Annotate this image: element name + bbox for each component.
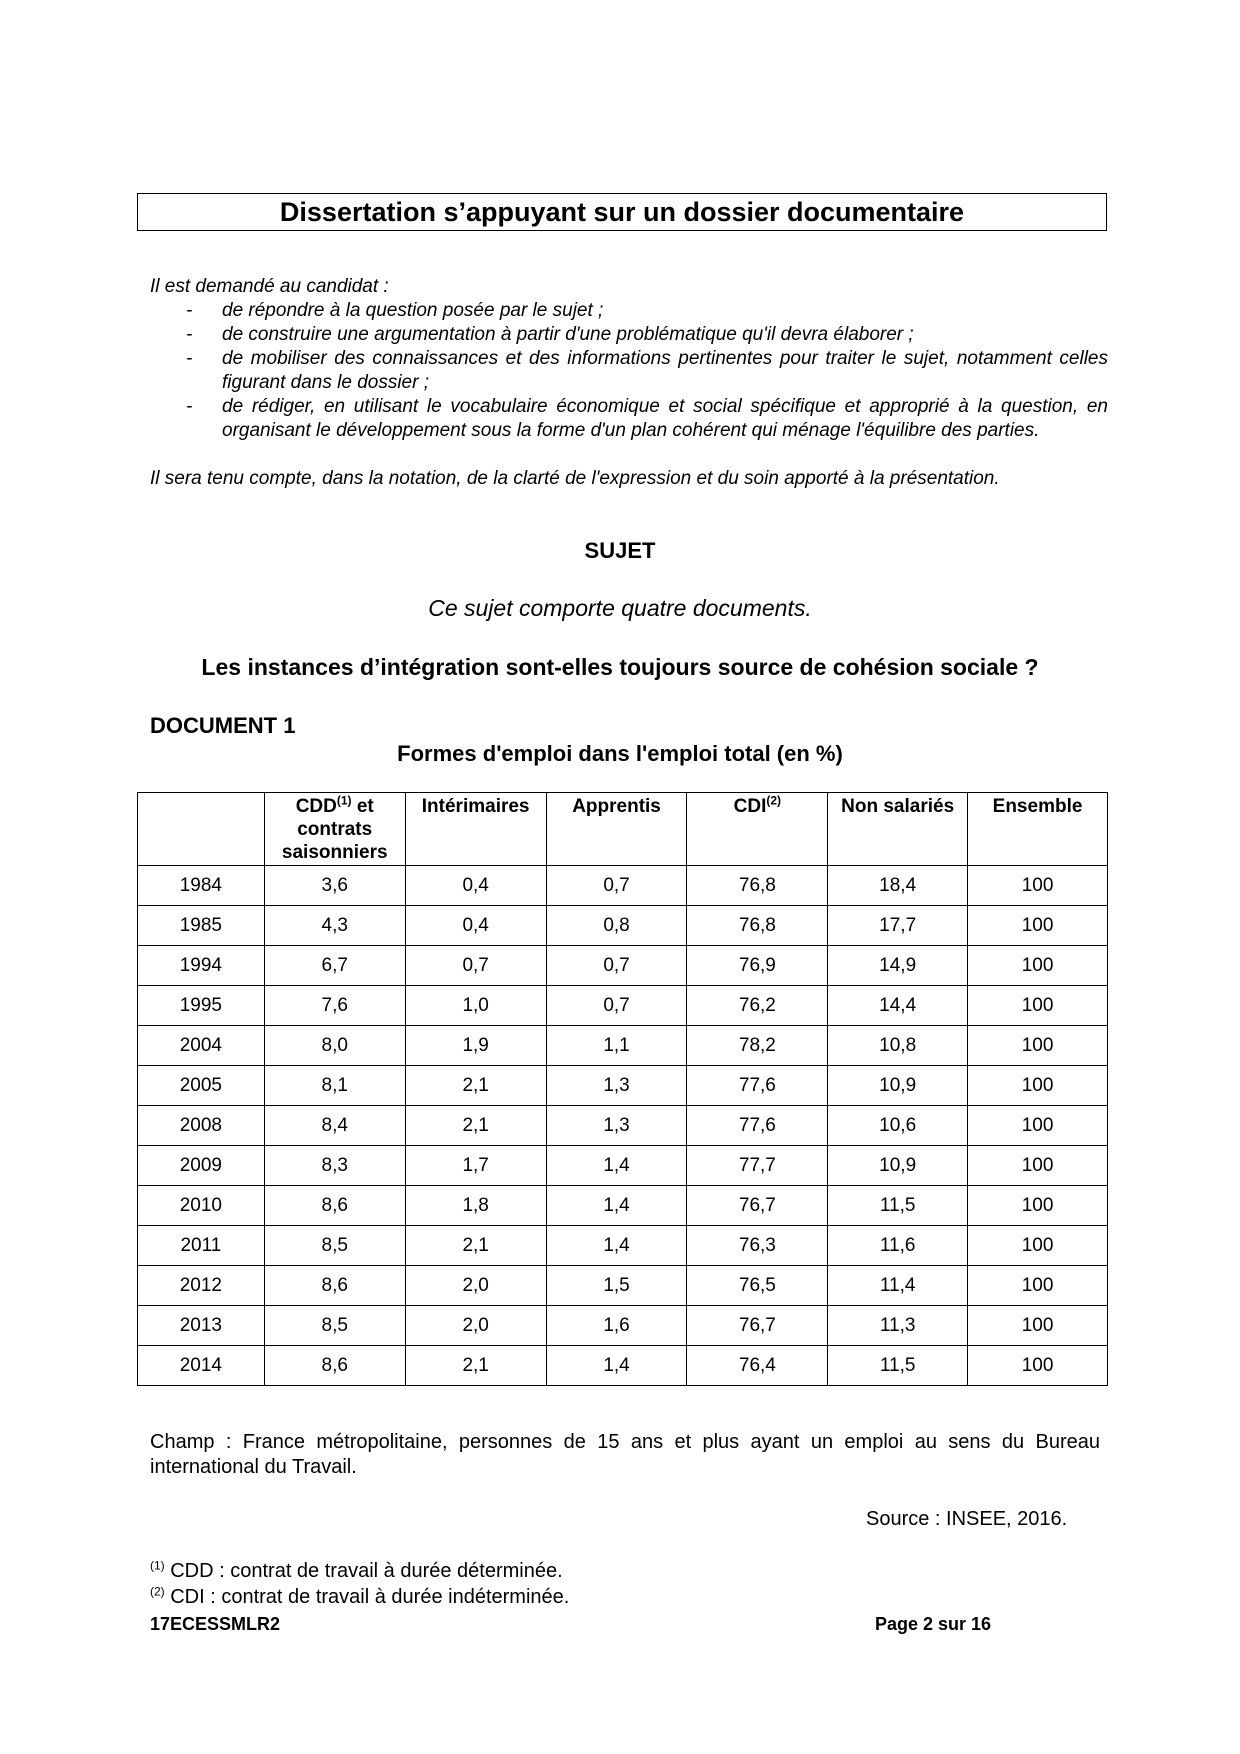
- table-cell: 8,6: [264, 1346, 405, 1386]
- instructions-list: [150, 299, 1110, 443]
- list-item: - de répondre à la question posée par le sujet ;: [186, 300, 604, 321]
- table-cell-year: 2013: [138, 1306, 265, 1346]
- table-cell: 100: [968, 1226, 1108, 1266]
- table-cell: 11,5: [828, 1186, 968, 1226]
- table-cell: 1,1: [546, 1026, 687, 1066]
- table-cell: 1,6: [546, 1306, 687, 1346]
- table-cell: 0,4: [405, 866, 546, 906]
- table-cell-year: 1995: [138, 986, 265, 1026]
- table-cell: 10,6: [828, 1106, 968, 1146]
- table-cell: 8,6: [264, 1186, 405, 1226]
- table-cell: 100: [968, 1106, 1108, 1146]
- table-row: [138, 906, 1108, 946]
- header-apprentis: Apprentis: [546, 793, 687, 866]
- table-cell: 76,8: [687, 866, 828, 906]
- table-cell: 76,4: [687, 1346, 828, 1386]
- table-cell: 8,1: [264, 1066, 405, 1106]
- table-row: [138, 1066, 1108, 1106]
- table-cell: 76,3: [687, 1226, 828, 1266]
- table-cell: 100: [968, 1346, 1108, 1386]
- header-cdd: CDD$^{(1)}$ et contrats saisonniers: [264, 793, 405, 866]
- header-ensemble: Ensemble: [968, 793, 1108, 866]
- table-cell: 0,7: [405, 946, 546, 986]
- table-cell: 2,0: [405, 1306, 546, 1346]
- table-cell: 0,7: [546, 946, 687, 986]
- employment-table: [137, 792, 1108, 1386]
- table-cell: 8,5: [264, 1226, 405, 1266]
- list-item: - de construire une argumentation à partir d'une problématique qu'il devra élaborer ;: [186, 324, 914, 345]
- document-label: DOCUMENT 1: [150, 713, 296, 738]
- table-row: [138, 1146, 1108, 1186]
- table-cell: 10,8: [828, 1026, 968, 1066]
- table-row: [138, 1346, 1108, 1386]
- table-cell: 76,7: [687, 1186, 828, 1226]
- table-cell-year: 2005: [138, 1066, 265, 1106]
- table-cell: 1,9: [405, 1026, 546, 1066]
- table-cell-year: 2010: [138, 1186, 265, 1226]
- document-code: 17ECESSMLR2: [150, 1614, 281, 1634]
- table-cell: 14,4: [828, 986, 968, 1026]
- footnote-1: $^{(1)}$ CDD : contrat de travail à durée déterminée.: [150, 1558, 563, 1582]
- table-cell: 8,3: [264, 1146, 405, 1186]
- document-title: Formes d'emploi dans l'emploi total (en %): [397, 741, 843, 766]
- table-cell: 1,4: [546, 1146, 687, 1186]
- subject-question: Les instances d’intégration sont-elles toujours source de cohésion sociale ?: [201, 654, 1039, 680]
- table-cell-year: 2008: [138, 1106, 265, 1146]
- table-cell: 8,0: [264, 1026, 405, 1066]
- page-number: Page 2 sur 16: [875, 1614, 992, 1634]
- table-cell: 10,9: [828, 1146, 968, 1186]
- table-cell: 1,3: [546, 1066, 687, 1106]
- table-cell: 100: [968, 986, 1108, 1026]
- table-cell: 4,3: [264, 906, 405, 946]
- table-cell: 77,6: [687, 1066, 828, 1106]
- table-cell: 1,7: [405, 1146, 546, 1186]
- table-cell: 100: [968, 866, 1108, 906]
- instructions-intro: Il est demandé au candidat :: [150, 276, 389, 297]
- table-cell: 0,7: [546, 986, 687, 1026]
- table-cell: 11,6: [828, 1226, 968, 1266]
- table-cell: 8,4: [264, 1106, 405, 1146]
- table-cell: 8,6: [264, 1266, 405, 1306]
- table-cell: 2,1: [405, 1106, 546, 1146]
- table-cell-year: 2009: [138, 1146, 265, 1186]
- instructions: [150, 275, 1110, 491]
- subject-heading: SUJET: [584, 538, 656, 563]
- table-row: [138, 1266, 1108, 1306]
- table-cell-year: 2014: [138, 1346, 265, 1386]
- table-cell: 2,1: [405, 1346, 546, 1386]
- table-cell: 76,7: [687, 1306, 828, 1346]
- table-cell-year: 2004: [138, 1026, 265, 1066]
- table-cell: 1,4: [546, 1346, 687, 1386]
- table-row: [138, 1306, 1108, 1346]
- table-cell: 1,8: [405, 1186, 546, 1226]
- table-cell: 77,7: [687, 1146, 828, 1186]
- subject-subline: Ce sujet comporte quatre documents.: [428, 595, 812, 621]
- table-row: [138, 986, 1108, 1026]
- table-cell: 1,4: [546, 1186, 687, 1226]
- table-cell: 14,9: [828, 946, 968, 986]
- table-cell: 1,4: [546, 1226, 687, 1266]
- table-row: [138, 1026, 1108, 1066]
- table-cell: 0,8: [546, 906, 687, 946]
- table-row: [138, 946, 1108, 986]
- table-cell-year: 2012: [138, 1266, 265, 1306]
- table-cell: 100: [968, 1066, 1108, 1106]
- table-cell-year: 1985: [138, 906, 265, 946]
- table-cell: 100: [968, 1306, 1108, 1346]
- header-interim: Intérimaires: [405, 793, 546, 866]
- header-year: [138, 793, 265, 866]
- table-cell: 2,1: [405, 1066, 546, 1106]
- table-cell: 1,0: [405, 986, 546, 1026]
- table-cell-year: 1984: [138, 866, 265, 906]
- table-cell: 10,9: [828, 1066, 968, 1106]
- table-cell: 2,1: [405, 1226, 546, 1266]
- table-cell: 1,5: [546, 1266, 687, 1306]
- instructions-note: Il sera tenu compte, dans la notation, de la clarté de l'expression et du soin apporté à la présentation.: [150, 468, 1000, 489]
- table-cell: 77,6: [687, 1106, 828, 1146]
- header-cdi: CDI$^{(2)}$: [687, 793, 828, 866]
- table-cell: 78,2: [687, 1026, 828, 1066]
- table-cell: 100: [968, 1186, 1108, 1226]
- table-cell: 76,9: [687, 946, 828, 986]
- table-cell: 11,5: [828, 1346, 968, 1386]
- table-cell: 18,4: [828, 866, 968, 906]
- table-cell: 1,3: [546, 1106, 687, 1146]
- table-scope-note: Champ : France métropolitaine, personnes de 15 ans et plus ayant un emploi au sens du Bureau international du Travail.: [150, 1431, 1100, 1478]
- table-source: Source : INSEE, 2016.: [866, 1508, 1068, 1530]
- table-row: [138, 1106, 1108, 1146]
- table-cell: 8,5: [264, 1306, 405, 1346]
- table-cell: 17,7: [828, 906, 968, 946]
- table-cell: 76,2: [687, 986, 828, 1026]
- table-cell-year: 2011: [138, 1226, 265, 1266]
- table-cell: 100: [968, 1146, 1108, 1186]
- table-header-row: [138, 793, 1108, 866]
- table-cell: 100: [968, 1266, 1108, 1306]
- table-cell: 2,0: [405, 1266, 546, 1306]
- table-cell: 7,6: [264, 986, 405, 1026]
- table-cell: 0,4: [405, 906, 546, 946]
- list-item: - de rédiger, en utilisant le vocabulaire économique et social spécifique et approprié à la question, en organisant le développement sous la forme d'un plan cohérent qui ménage l'équilibre des parties.: [186, 396, 1108, 441]
- table-cell-year: 1994: [138, 946, 265, 986]
- table-cell: 76,8: [687, 906, 828, 946]
- table-cell: 11,3: [828, 1306, 968, 1346]
- table-cell: 100: [968, 1026, 1108, 1066]
- table-cell: 100: [968, 906, 1108, 946]
- page-title: Dissertation s’appuyant sur un dossier documentaire: [137, 193, 1107, 231]
- table-cell: 6,7: [264, 946, 405, 986]
- table-cell: 100: [968, 946, 1108, 986]
- table-cell: 3,6: [264, 866, 405, 906]
- header-non-salaries: Non salariés: [828, 793, 968, 866]
- table-row: [138, 866, 1108, 906]
- table-cell: 76,5: [687, 1266, 828, 1306]
- footnote-2: $^{(2)}$ CDI : contrat de travail à durée indéterminée.: [150, 1584, 570, 1608]
- table-row: [138, 1186, 1108, 1226]
- table-cell: 11,4: [828, 1266, 968, 1306]
- list-item: - de mobiliser des connaissances et des informations pertinentes pour traiter le sujet, notamment celles figurant dans le dossier ;: [186, 348, 1108, 393]
- table-row: [138, 1226, 1108, 1266]
- table-cell: 0,7: [546, 866, 687, 906]
